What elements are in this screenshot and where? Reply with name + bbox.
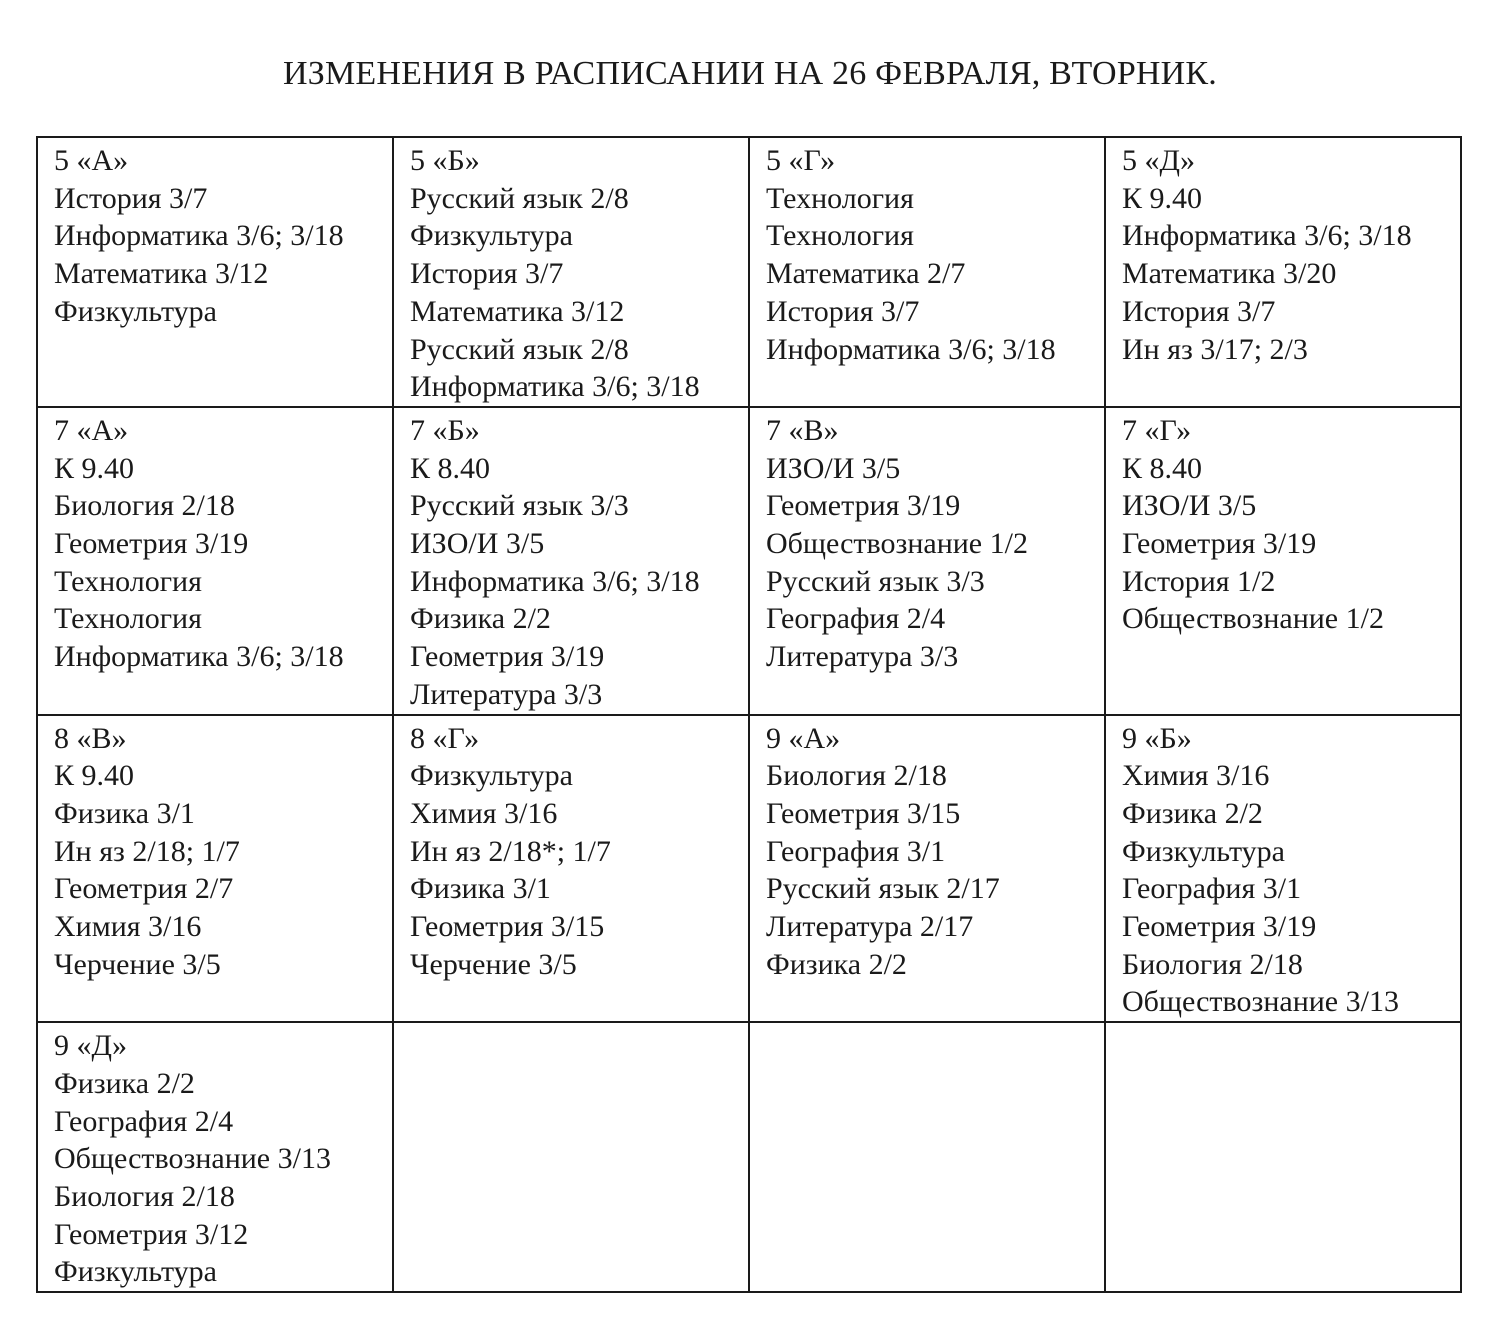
schedule-body (37, 137, 1461, 1292)
lesson-line: Физкультура (1122, 834, 1285, 868)
lesson-line: Геометрия 2/7 (54, 872, 234, 906)
class-name: 7 «Г» (1122, 413, 1192, 447)
lesson-line: Математика 3/12 (410, 294, 625, 328)
class-name: 5 «Д» (1122, 144, 1195, 177)
lesson-line: Информатика 3/6; 3/18 (410, 370, 700, 404)
class-name: 9 «Б» (1122, 721, 1192, 755)
class-cell (37, 1022, 393, 1292)
lesson-line: Русский язык 2/8 (410, 332, 629, 366)
class-cell (1105, 137, 1461, 407)
lesson-line: Биология 2/18 (1122, 947, 1303, 981)
lesson-line: Русский язык 3/3 (766, 564, 985, 598)
class-cell (37, 715, 393, 1023)
lesson-line: Биология 2/18 (54, 1179, 235, 1213)
class-name: 5 «Г» (766, 144, 836, 177)
lesson-line: География 2/4 (766, 602, 946, 636)
lesson-line: Геометрия 3/19 (766, 489, 961, 523)
class-name: 9 «Д» (54, 1029, 127, 1063)
class-cell (749, 407, 1105, 715)
empty-cell (1105, 1022, 1461, 1292)
lesson-line: Черчение 3/5 (410, 947, 577, 981)
lesson-line: Физкультура (410, 219, 573, 253)
class-cell (393, 137, 749, 407)
lesson-line: К 9.40 (54, 759, 135, 793)
lesson-line: История 3/7 (1122, 294, 1276, 328)
lesson-line: История 3/7 (54, 181, 208, 215)
lesson-line: Информатика 3/6; 3/18 (54, 640, 344, 674)
class-name: 9 «А» (766, 721, 841, 755)
lesson-line: Геометрия 3/19 (1122, 910, 1317, 944)
lesson-line: История 3/7 (766, 294, 920, 328)
class-name: 8 «Г» (410, 721, 480, 755)
lesson-line: География 2/4 (54, 1104, 234, 1138)
class-cell (37, 407, 393, 715)
lesson-line: Черчение 3/5 (54, 947, 221, 981)
table-row (37, 407, 1461, 715)
page-title: ИЗМЕНЕНИЯ В РАСПИСАНИИ НА 26 ФЕВРАЛЯ, ВТОРНИК. (282, 55, 1218, 92)
lesson-line: Химия 3/16 (410, 796, 558, 830)
lesson-line: Информатика 3/6; 3/18 (54, 219, 344, 253)
lesson-line: Информатика 3/6; 3/18 (766, 332, 1056, 366)
class-cell (393, 407, 749, 715)
class-name: 5 «А» (54, 144, 129, 177)
lesson-line: Обществознание 1/2 (766, 527, 1028, 561)
lesson-line: География 3/1 (1122, 872, 1302, 906)
lesson-line: Химия 3/16 (54, 910, 202, 944)
table-row (37, 715, 1461, 1023)
class-cell (393, 715, 749, 1023)
lesson-line: ИЗО/И 3/5 (766, 451, 901, 485)
lesson-line: Математика 3/20 (1122, 257, 1337, 291)
lesson-line: Физика 2/2 (766, 947, 907, 981)
lesson-line: Геометрия 3/15 (410, 910, 605, 944)
lesson-line: Технология (54, 564, 202, 598)
lesson-line: Ин яз 2/18; 1/7 (54, 834, 240, 868)
lesson-line: Физика 2/2 (1122, 796, 1263, 830)
lesson-line: Физкультура (54, 1255, 217, 1289)
lesson-line: К 9.40 (1122, 181, 1203, 215)
lesson-line: Литература 3/3 (410, 677, 603, 711)
lesson-line: Ин яз 2/18*; 1/7 (410, 834, 611, 868)
lesson-line: Информатика 3/6; 3/18 (1122, 219, 1412, 253)
lesson-line: Физика 2/2 (54, 1066, 195, 1100)
lesson-line: Обществознание 3/13 (1122, 985, 1399, 1019)
lesson-line: Технология (766, 219, 914, 253)
class-name: 8 «В» (54, 721, 127, 755)
lesson-line: Физика 3/1 (410, 872, 551, 906)
lesson-line: Ин яз 3/17; 2/3 (1122, 332, 1308, 366)
lesson-line: Биология 2/18 (766, 759, 947, 793)
lesson-line: Геометрия 3/12 (54, 1217, 249, 1251)
schedule-table (36, 136, 1462, 1293)
lesson-line: ИЗО/И 3/5 (410, 527, 545, 561)
lesson-line: Физкультура (410, 759, 573, 793)
lesson-line: Геометрия 3/19 (54, 527, 249, 561)
empty-cell (393, 1022, 749, 1292)
lesson-line: Русский язык 2/17 (766, 872, 1000, 906)
class-cell (749, 715, 1105, 1023)
lesson-line: Русский язык 3/3 (410, 489, 629, 523)
class-name: 7 «В» (766, 413, 839, 447)
lesson-line: Физика 3/1 (54, 796, 195, 830)
lesson-line: Математика 2/7 (766, 257, 966, 291)
lesson-line: География 3/1 (766, 834, 946, 868)
lesson-line: Математика 3/12 (54, 257, 269, 291)
lesson-line: Биология 2/18 (54, 489, 235, 523)
class-cell (749, 137, 1105, 407)
lesson-line: К 8.40 (1122, 451, 1203, 485)
lesson-line: История 3/7 (410, 257, 564, 291)
lesson-line: Русский язык 2/8 (410, 181, 629, 215)
lesson-line: История 1/2 (1122, 564, 1276, 598)
class-cell (37, 137, 393, 407)
class-cell (1105, 407, 1461, 715)
lesson-line: Информатика 3/6; 3/18 (410, 564, 700, 598)
table-row (37, 137, 1461, 407)
lesson-line: Литература 2/17 (766, 910, 974, 944)
lesson-line: Геометрия 3/19 (410, 640, 605, 674)
lesson-line: Технология (54, 602, 202, 636)
empty-cell (749, 1022, 1105, 1292)
lesson-line: Геометрия 3/15 (766, 796, 961, 830)
lesson-line: Физкультура (54, 294, 217, 328)
lesson-line: Технология (766, 181, 914, 215)
lesson-line: Геометрия 3/19 (1122, 527, 1317, 561)
lesson-line: Физика 2/2 (410, 602, 551, 636)
class-cell (1105, 715, 1461, 1023)
lesson-line: К 9.40 (54, 451, 135, 485)
lesson-line: К 8.40 (410, 451, 491, 485)
lesson-line: Литература 3/3 (766, 640, 959, 674)
class-name: 7 «Б» (410, 413, 480, 447)
lesson-line: ИЗО/И 3/5 (1122, 489, 1257, 523)
lesson-line: Обществознание 1/2 (1122, 602, 1384, 636)
lesson-line: Обществознание 3/13 (54, 1142, 331, 1176)
lesson-line: Химия 3/16 (1122, 759, 1270, 793)
class-name: 7 «А» (54, 413, 129, 447)
table-row (37, 1022, 1461, 1292)
class-name: 5 «Б» (410, 144, 480, 177)
